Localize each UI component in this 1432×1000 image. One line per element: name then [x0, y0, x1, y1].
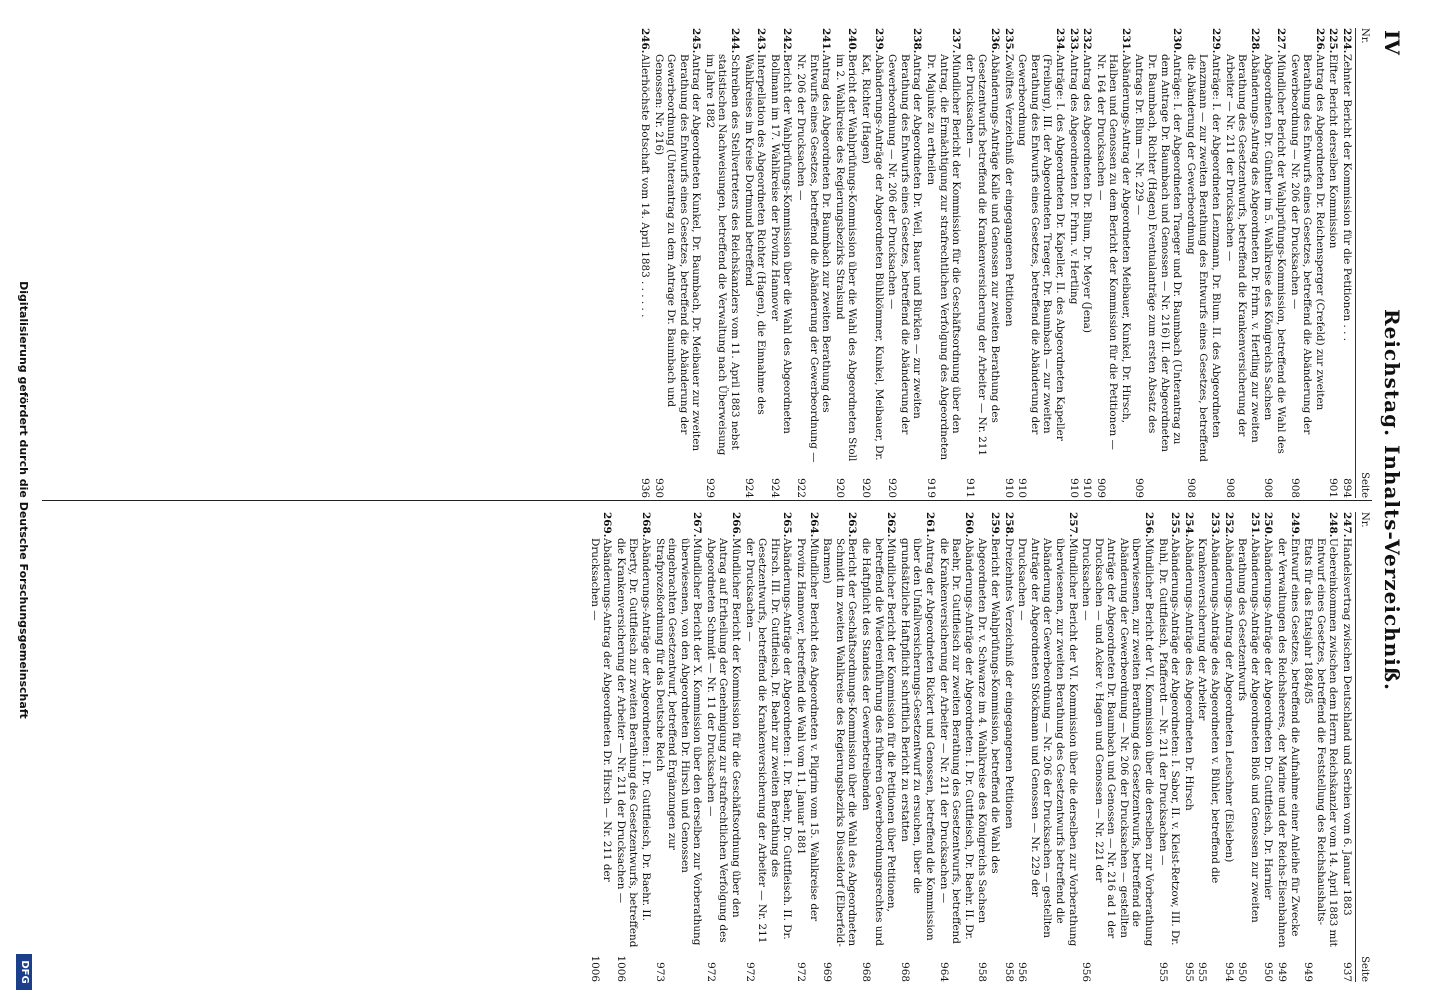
list-item: [1302, 512, 1340, 982]
entry-page: 949: [1276, 962, 1289, 982]
entry-page: 930: [652, 478, 665, 498]
entry-number: 260.: [962, 512, 975, 538]
entry-page: 968: [898, 962, 911, 982]
entry-page: 924: [768, 478, 781, 498]
list-item: [1002, 512, 1015, 982]
entry-page: 949: [1302, 962, 1315, 982]
column-divider: [42, 500, 1372, 501]
list-item: [1222, 512, 1235, 982]
list-item: [794, 28, 832, 498]
list-item: [794, 512, 819, 982]
list-item: [1236, 512, 1261, 982]
entry-number: 245.: [690, 28, 703, 54]
entry-text: Elfter Bericht derselben Kommission: [1327, 54, 1340, 249]
list-item: [1156, 512, 1181, 982]
list-item: [1067, 28, 1080, 498]
entry-page: 910: [1081, 478, 1094, 498]
list-item: [742, 28, 767, 498]
entry-number: 255.: [1169, 512, 1182, 538]
list-item: [1262, 512, 1275, 982]
page-heading: Seite: [1359, 472, 1370, 498]
list-item: [704, 512, 742, 982]
entry-page: 920: [886, 478, 899, 498]
list-item: [833, 28, 858, 498]
entry-list-left: [638, 28, 1353, 498]
entry-list-right: [588, 512, 1353, 982]
list-item: [859, 28, 884, 498]
entry-text: Mündlicher Bericht der Kommission für die Geschäftsordnung über den Antrag, die Ermächtigung zur strafrechtlichen Verfolgung des Abgeordneten Dr. Majunke zu ertheilen: [925, 54, 963, 461]
entry-text: Antrag des Abgeordneten Dr. Blum, Dr. Meyer (Jena): [1081, 54, 1094, 333]
entry-number: 242.: [781, 28, 794, 54]
entry-page: 909: [1094, 478, 1107, 498]
entry-page: 924: [742, 478, 755, 498]
entry-page: 910: [1067, 478, 1080, 498]
nr-heading: Nr.: [1359, 512, 1370, 528]
list-item: [703, 28, 741, 498]
entry-page: 972: [743, 962, 756, 982]
list-item: [1340, 512, 1353, 982]
list-item: [886, 28, 924, 498]
entry-page: 908: [1262, 478, 1275, 498]
entry-number: 261.: [924, 512, 936, 538]
list-item: [614, 512, 652, 982]
entry-text: Antrag des Abgeordneten Dr. Reichensperger (Crefeld) zur zweiten Berathung des Entwurfs eines Gesetzes, betreffend die Abänderung der Gewerbeordnung — Nr. 206 der Drucksachen —: [1288, 54, 1326, 435]
entry-number: 233.: [1067, 28, 1080, 54]
entry-number: 229.: [1210, 28, 1223, 54]
entry-number: 249.: [1288, 512, 1301, 538]
entry-number: 226.: [1313, 28, 1326, 54]
entry-number: 227.: [1275, 28, 1288, 54]
entry-text: Handelsvertrag zwischen Deutschland und Serbien vom 6. Januar 1883: [1341, 538, 1353, 916]
entry-page: 920: [860, 478, 873, 498]
entry-page: 955: [1196, 962, 1209, 982]
entry-number: 259.: [988, 512, 1001, 538]
entry-text: Abänderungs-Anträge Kalle und Genossen zur zweiten Berathung des Gesetzentwurfs betreffend die Krankenversicherung der Arbeiter — Nr. 211 der Drucksachen —: [963, 54, 1001, 456]
entry-page: 958: [976, 962, 989, 982]
entry-page: 969: [821, 962, 834, 982]
entry-number: 268.: [639, 512, 652, 538]
list-item: [1094, 28, 1132, 498]
entry-text: Abänderungs-Anträge der Abgeordneten: I. Sabor, II. v. Kleist-Retzow, III. Dr. Buhl, Dr. Guttfleisch, Pfafferott — Nr. 211 der Drucksachen —: [1156, 538, 1182, 946]
list-item: [1184, 28, 1222, 498]
footer-text: Digitalisierung gefördert durch die Deutsche Forschungsgemeinschaft: [17, 281, 30, 719]
entry-page: 920: [833, 478, 846, 498]
list-item: [821, 512, 859, 982]
entry-text: Uebereinkommen zwischen dem Herrn Reichskanzler vom 14. April 1883 mit Entwurf eines Gesetzes, betreffend die Feststellung des Reichshaushalts-Etats für das Etatsjahr 1884/85: [1302, 538, 1340, 947]
entry-page: 956: [1080, 962, 1093, 982]
entry-text: Entwurf eines Gesetzes, betreffend die Aufnahme einer Anleihe für Zwecke der Verwaltungen des Reichsheeres, der Marine und der Reichs-Eisenbahnen: [1276, 538, 1301, 948]
entry-number: 228.: [1248, 28, 1261, 54]
entry-number: 265.: [781, 512, 794, 538]
entry-page: 910: [1002, 478, 1015, 498]
entry-page: 972: [795, 962, 808, 982]
entry-number: 230.: [1171, 28, 1184, 54]
entry-number: 244.: [729, 28, 742, 54]
entry-number: 239.: [872, 28, 885, 54]
list-item: [1182, 512, 1195, 982]
entry-text: Anträge: I. der Abgeordneten Lenzmann, Dr. Blum. II. des Abgeordneten Lenzmann — zur zweiten Berathung des Entwurfs eines Gesetzes, betreffend die Abänderung der Gewerbeordnung: [1184, 54, 1223, 462]
list-item: [652, 28, 702, 498]
list-item: [1288, 28, 1326, 498]
page-heading: Seite: [1359, 956, 1370, 982]
entry-page: 950: [1236, 962, 1249, 982]
list-item: [1080, 512, 1156, 982]
entry-text: Antrag der Abgeordneten Rickert und Genossen, betreffend die Kommission über den Unfallversicherungs-Gesetzentwurf zu ersuchen, über die grundsätzliche Haftpflicht schriftlich Bericht zu erstatten: [898, 538, 936, 941]
entry-page: 955: [1182, 962, 1195, 982]
entry-number: 267.: [691, 512, 704, 538]
entry-number: 238.: [911, 28, 924, 54]
entry-text: Allerhöchste Botschaft vom 14. April 1883 . . . . . .: [638, 54, 651, 318]
entry-page: 964: [937, 962, 950, 982]
entry-number: 247.: [1341, 512, 1353, 538]
list-item: [1133, 28, 1183, 498]
entry-number: 258.: [1002, 512, 1015, 538]
entry-text: Antrag des Abgeordneten Dr. Baumbach zur zweiten Berathung des Entwurfs eines Gesetzes, betreffend die Abänderung der Gewerbeordnung — Nr. 206 der Drucksachen —: [795, 54, 833, 463]
entry-page: 909: [1133, 478, 1146, 498]
entry-page: 968: [860, 962, 873, 982]
entry-text: Abänderungs-Antrag der Abgeordneten Dr. Hirsch — Nr. 211 der Drucksachen —: [588, 538, 614, 882]
entry-page: 972: [704, 962, 717, 982]
entry-number: 262.: [885, 512, 898, 538]
left-column: [637, 28, 1370, 498]
list-item: [1016, 512, 1079, 982]
entry-text: Abänderungs-Antrag des Abgeordneten Dr. Frhrn. v. Hertling zur zweiten Berathung des Gesetzentwurfs, betreffend die Krankenversicherung der Arbeiter — Nr. 211 der Drucksachen —: [1223, 54, 1261, 443]
list-item: [653, 512, 703, 982]
entry-text: Mündlicher Bericht der VI. Kommission über die derselben zur Vorberathung überwiesenen, zur zweiten Berathung des Gesetzentwurfs betreffend die Abänderung der Gewerbeordnung — Nr. 206 der Drucksachen — gestellten Anträge der Abgeordneten Stöckmann und Genossen — Nr. 229 der Drucksachen —: [1016, 538, 1079, 947]
entry-page: 954: [1222, 962, 1235, 982]
entry-number: 236.: [988, 28, 1001, 54]
list-item: [1262, 28, 1287, 498]
entry-page: 908: [1288, 478, 1301, 498]
entry-text: Mündlicher Bericht der VI. Kommission über die derselben zur Vorberathung überwiesenen, zur zweiten Berathung des Gesetzentwurfs, betreffend die Abänderung der Gewerbeordnung — Nr. 206 der Drucksachen — gestellten Anträge der Abgeordneten Dr. Baumbach und Genossen — Nr. 216 ad 1 der Drucksachen — und Acker v. Hagen und Genossen — Nr. 221 der Drucksachen —: [1080, 538, 1156, 947]
entry-page: 956: [1016, 962, 1029, 982]
entry-text: Zehnter Bericht der Kommission für die Petitionen . . .: [1341, 54, 1353, 342]
list-item: [976, 512, 1001, 982]
entry-page: 1006: [614, 955, 627, 982]
entry-number: 232.: [1081, 28, 1094, 54]
entry-text: Mündlicher Bericht der Wahlprüfungs-Kommission, betreffend die Wahl des Abgeordneten Dr. Günther im 5. Wahlkreise des Königreichs Sachsen: [1262, 54, 1288, 454]
entry-text: Zwölftes Verzeichniß der eingegangenen Petitionen: [1002, 54, 1015, 327]
entry-number: 263.: [846, 512, 859, 538]
entry-number: 252.: [1222, 512, 1235, 538]
right-column: [587, 512, 1370, 982]
entry-page: 910: [1016, 478, 1029, 498]
entry-text: Abänderungs-Anträge der Abgeordneten: I. Dr. Guttfleisch, Dr. Baehr. II. Dr. Baehr, Dr. Guttfleisch zur zweiten Berathung des Gesetzentwurfs, betreffend die Krankenversicherung der Arbeiter — Nr. 211 der Drucksachen —: [937, 538, 975, 944]
entry-text: Antrag der Abgeordneten Kunkel, Dr. Baumbach, Dr. Meibauer zur zweiten Berathung des Entwurfs eines Gesetzes, betreffend die Abänderung der Gewerbeordnung (Unterantrag zu dem Antrage Dr. Baumbach und Genossen: Nr. 216): [652, 54, 703, 452]
entry-text: Abänderungs-Anträge der Abgeordneten Dr. Guttfleisch, Dr. Harnier: [1262, 538, 1275, 900]
dfg-logo: DFG: [16, 954, 32, 990]
entry-text: Bericht der Wahlprüfungs-Kommission über die Wahl des Abgeordneten Bollmann im 17. Wahlkreise der Provinz Hannover: [768, 54, 794, 434]
entry-page: 908: [1223, 478, 1236, 498]
list-item: [898, 512, 936, 982]
entry-text: Mündlicher Bericht des Abgeordneten v. Pilgrim vom 15. Wahlkreise der Provinz Hannover, betreffend die Wahl vom 11. Januar 1881: [795, 538, 820, 922]
entry-number: 250.: [1262, 512, 1275, 538]
entry-text: Anträge: I. der Abgeordneten Traeger und Dr. Baumbach (Unterantrag zu dem Antrage Dr. Baumbach und Genossen — Nr. 216) II. der Abgeordneten Dr. Baumbach, Richter (Hagen) Eventualanträge zum ersten Absatz des Antrags Dr. Blum — Nr. 229 —: [1133, 54, 1184, 452]
entry-number: 256.: [1143, 512, 1156, 538]
list-item: [1340, 28, 1353, 498]
entry-number: 246.: [638, 28, 651, 54]
entry-text: Abänderungs-Anträge des Abgeordneten v. Bühler, betreffend die Krankenversicherung der Arbeiter: [1196, 538, 1222, 884]
footer: [10, 0, 34, 1000]
entry-text: Mündlicher Bericht der X. Kommission über den derselben zur Vorberathung überwiesenen, von den Abgeordneten Dr. Hirsch und Genossen eingebrachten Gesetzentwurf, betreffend Ergänzungen zur Strafprozeßordnung für das Deutsche Reich: [653, 538, 704, 946]
entry-page: 937: [1341, 962, 1353, 982]
list-item: [743, 512, 793, 982]
list-item: [638, 28, 651, 498]
entry-text: Abänderungs-Anträge der Abgeordneten Bloß und Genossen zur zweiten Berathung des Gesetzentwurfs: [1236, 538, 1261, 923]
entry-number: 248.: [1327, 512, 1340, 538]
entry-page: 919: [925, 478, 937, 498]
entry-page: 958: [1002, 962, 1015, 982]
entry-number: 225.: [1327, 28, 1340, 54]
entry-number: 235.: [1002, 28, 1015, 54]
column-heading: [1355, 512, 1370, 982]
entry-number: 269.: [601, 512, 614, 538]
entry-text: Abänderungs-Anträge der Abgeordneten: I. Dr. Guttfleisch, Dr. Baehr. II. Eberty, Dr. Guttfleisch zur zweiten Berathung des Gesetzentwurfs, betreffend die Krankenversicherung der Arbeiter — Nr. 211 der Drucksachen —: [614, 538, 652, 948]
entry-page: 911: [963, 478, 976, 498]
list-item: [859, 512, 897, 982]
entry-page: 901: [1327, 478, 1340, 498]
entry-number: 243.: [755, 28, 768, 54]
list-item: [768, 28, 793, 498]
entry-number: 237.: [950, 28, 963, 54]
list-item: [1016, 28, 1066, 498]
list-item: [1081, 28, 1094, 498]
entry-number: 234.: [1053, 28, 1066, 54]
entry-text: Abänderungs-Anträge der Abgeordneten: I. Dr. Baehr, Dr. Guttfleisch. II. Dr. Hirsch. III. Dr. Guttfleisch, Dr. Baehr zur zweiten Berathung des Gesetzentwurfs, betreffend die Krankenversicherung der Arbeiter — Nr. 211 der Drucksachen —: [743, 538, 794, 944]
entry-page: 929: [703, 478, 716, 498]
entry-text: Mündlicher Bericht der Kommission für die Geschäftsordnung über den Antrag auf Ertheilung der Genehmigung zur strafrechtlichen Verfolgung des Abgeordneten Schmidt — Nr. 11 der Drucksachen —: [704, 538, 743, 943]
entry-number: 257.: [1066, 512, 1079, 538]
entry-page: 908: [1184, 478, 1197, 498]
entry-text: Schreiben des Stellvertreters des Reichskanzlers vom 11. April 1883 nebst statistischen Nachweisungen, betreffend die Verwaltung nach Überweisung im Jahre 1882: [703, 54, 742, 456]
entry-text: Abänderungs-Anträge des Abgeordneten Dr. Hirsch: [1182, 538, 1195, 811]
entry-text: Bericht der Wahlprüfungs-Kommission über die Wahl des Abgeordneten Stoll im 2. Wahlkreise des Regierungsbezirks Stralsund: [833, 54, 859, 462]
entry-number: 264.: [807, 512, 820, 538]
list-item: [937, 512, 975, 982]
entry-number: 241.: [820, 28, 833, 54]
list-item: [1002, 28, 1015, 498]
entry-text: Anträge: I. des Abgeordneten Dr. Kapeller, II. des Abgeordneten Kapeller (Freiburg), III. der Abgeordneten Traeger, Dr. Baumbach — zur zweiten Berathung des Entwurfs eines Gesetzes, betreffend die Abänderung der Gewerbeordnung: [1016, 54, 1066, 441]
entry-text: Antrag der Abgeordneten Dr. Weil, Bauer und Bürklen — zur zweiten Berathung des Entwurfs eines Gesetzes, betreffend die Abänderung der Gewerbeordnung — Nr. 206 der Drucksachen —: [886, 54, 924, 435]
page-header: [1374, 0, 1404, 1000]
list-item: [1275, 512, 1300, 982]
list-item: [1196, 512, 1221, 982]
entry-page: 922: [795, 478, 808, 498]
entry-number: 251.: [1248, 512, 1261, 538]
list-item: [1327, 28, 1340, 498]
entry-text: Abänderungs-Antrag der Abgeordneten Leuschner (Eisleben): [1222, 538, 1235, 863]
entry-page: 950: [1262, 962, 1275, 982]
list-item: [924, 28, 962, 498]
list-item: [588, 512, 613, 982]
entry-number: 231.: [1119, 28, 1132, 54]
entry-text: Bericht der Wahlprüfungs-Kommission, betreffend die Wahl des Abgeordneten Dr. v. Schwarze im 4. Wahlkreise des Königreichs Sachsen: [976, 538, 1001, 924]
entry-text: Interpellation des Abgeordneten Richter (Hagen), die Einnahme des Wahlkreises im Kreise Dortmund betreffend: [742, 54, 768, 415]
entry-page: 894: [1341, 478, 1353, 498]
entry-text: Mündlicher Bericht der Kommission für die Petitionen über Petitionen, betreffend die Wiedereinführung des früheren Gewerbeordnungsrechtes und die Haftpflicht des Standes der Gewerbetreibenden: [860, 538, 898, 946]
entry-text: Antrag des Abgeordneten Dr. Frhrn. v. Hertling: [1067, 54, 1080, 305]
entry-number: 254.: [1182, 512, 1195, 538]
entry-page: 955: [1156, 962, 1169, 982]
page-title: Reichstag. Inhalts-Verzeichniß.: [1380, 308, 1404, 691]
entry-number: 224.: [1341, 28, 1353, 54]
entry-text: Bericht der Geschäftsordnungs-Kommission über die Wahl des Abgeordneten Schmidt im zweiten Wahlkreise des Regierungsbezirks Düsseldorf (Elberfeld-Barmen): [821, 538, 859, 947]
entry-text: Abänderungs-Antrag der Abgeordneten Meibauer, Kunkel, Dr. Hirsch, Halben und Genossen zu dem Bericht der Kommission für die Petitionen — Nr. 164 der Drucksachen —: [1094, 54, 1132, 450]
list-item: [1223, 28, 1261, 498]
entry-number: 266.: [730, 512, 743, 538]
entry-number: 240.: [846, 28, 859, 54]
entry-page: 1006: [588, 955, 601, 982]
entry-text: Abänderungs-Anträge der Abgeordneten Bühlkömmer, Kunkel, Meibauer, Dr. Kat, Richter (Hagen): [860, 54, 885, 461]
entry-text: Dreizehntes Verzeichniß der eingegangenen Petitionen: [1002, 538, 1015, 829]
list-item: [963, 28, 1001, 498]
nr-heading: Nr.: [1359, 28, 1370, 44]
entry-number: 253.: [1209, 512, 1222, 538]
column-heading: [1355, 28, 1370, 498]
entry-page: 936: [638, 478, 651, 498]
entry-page: 973: [653, 962, 666, 982]
page-number: IV: [1380, 30, 1404, 55]
